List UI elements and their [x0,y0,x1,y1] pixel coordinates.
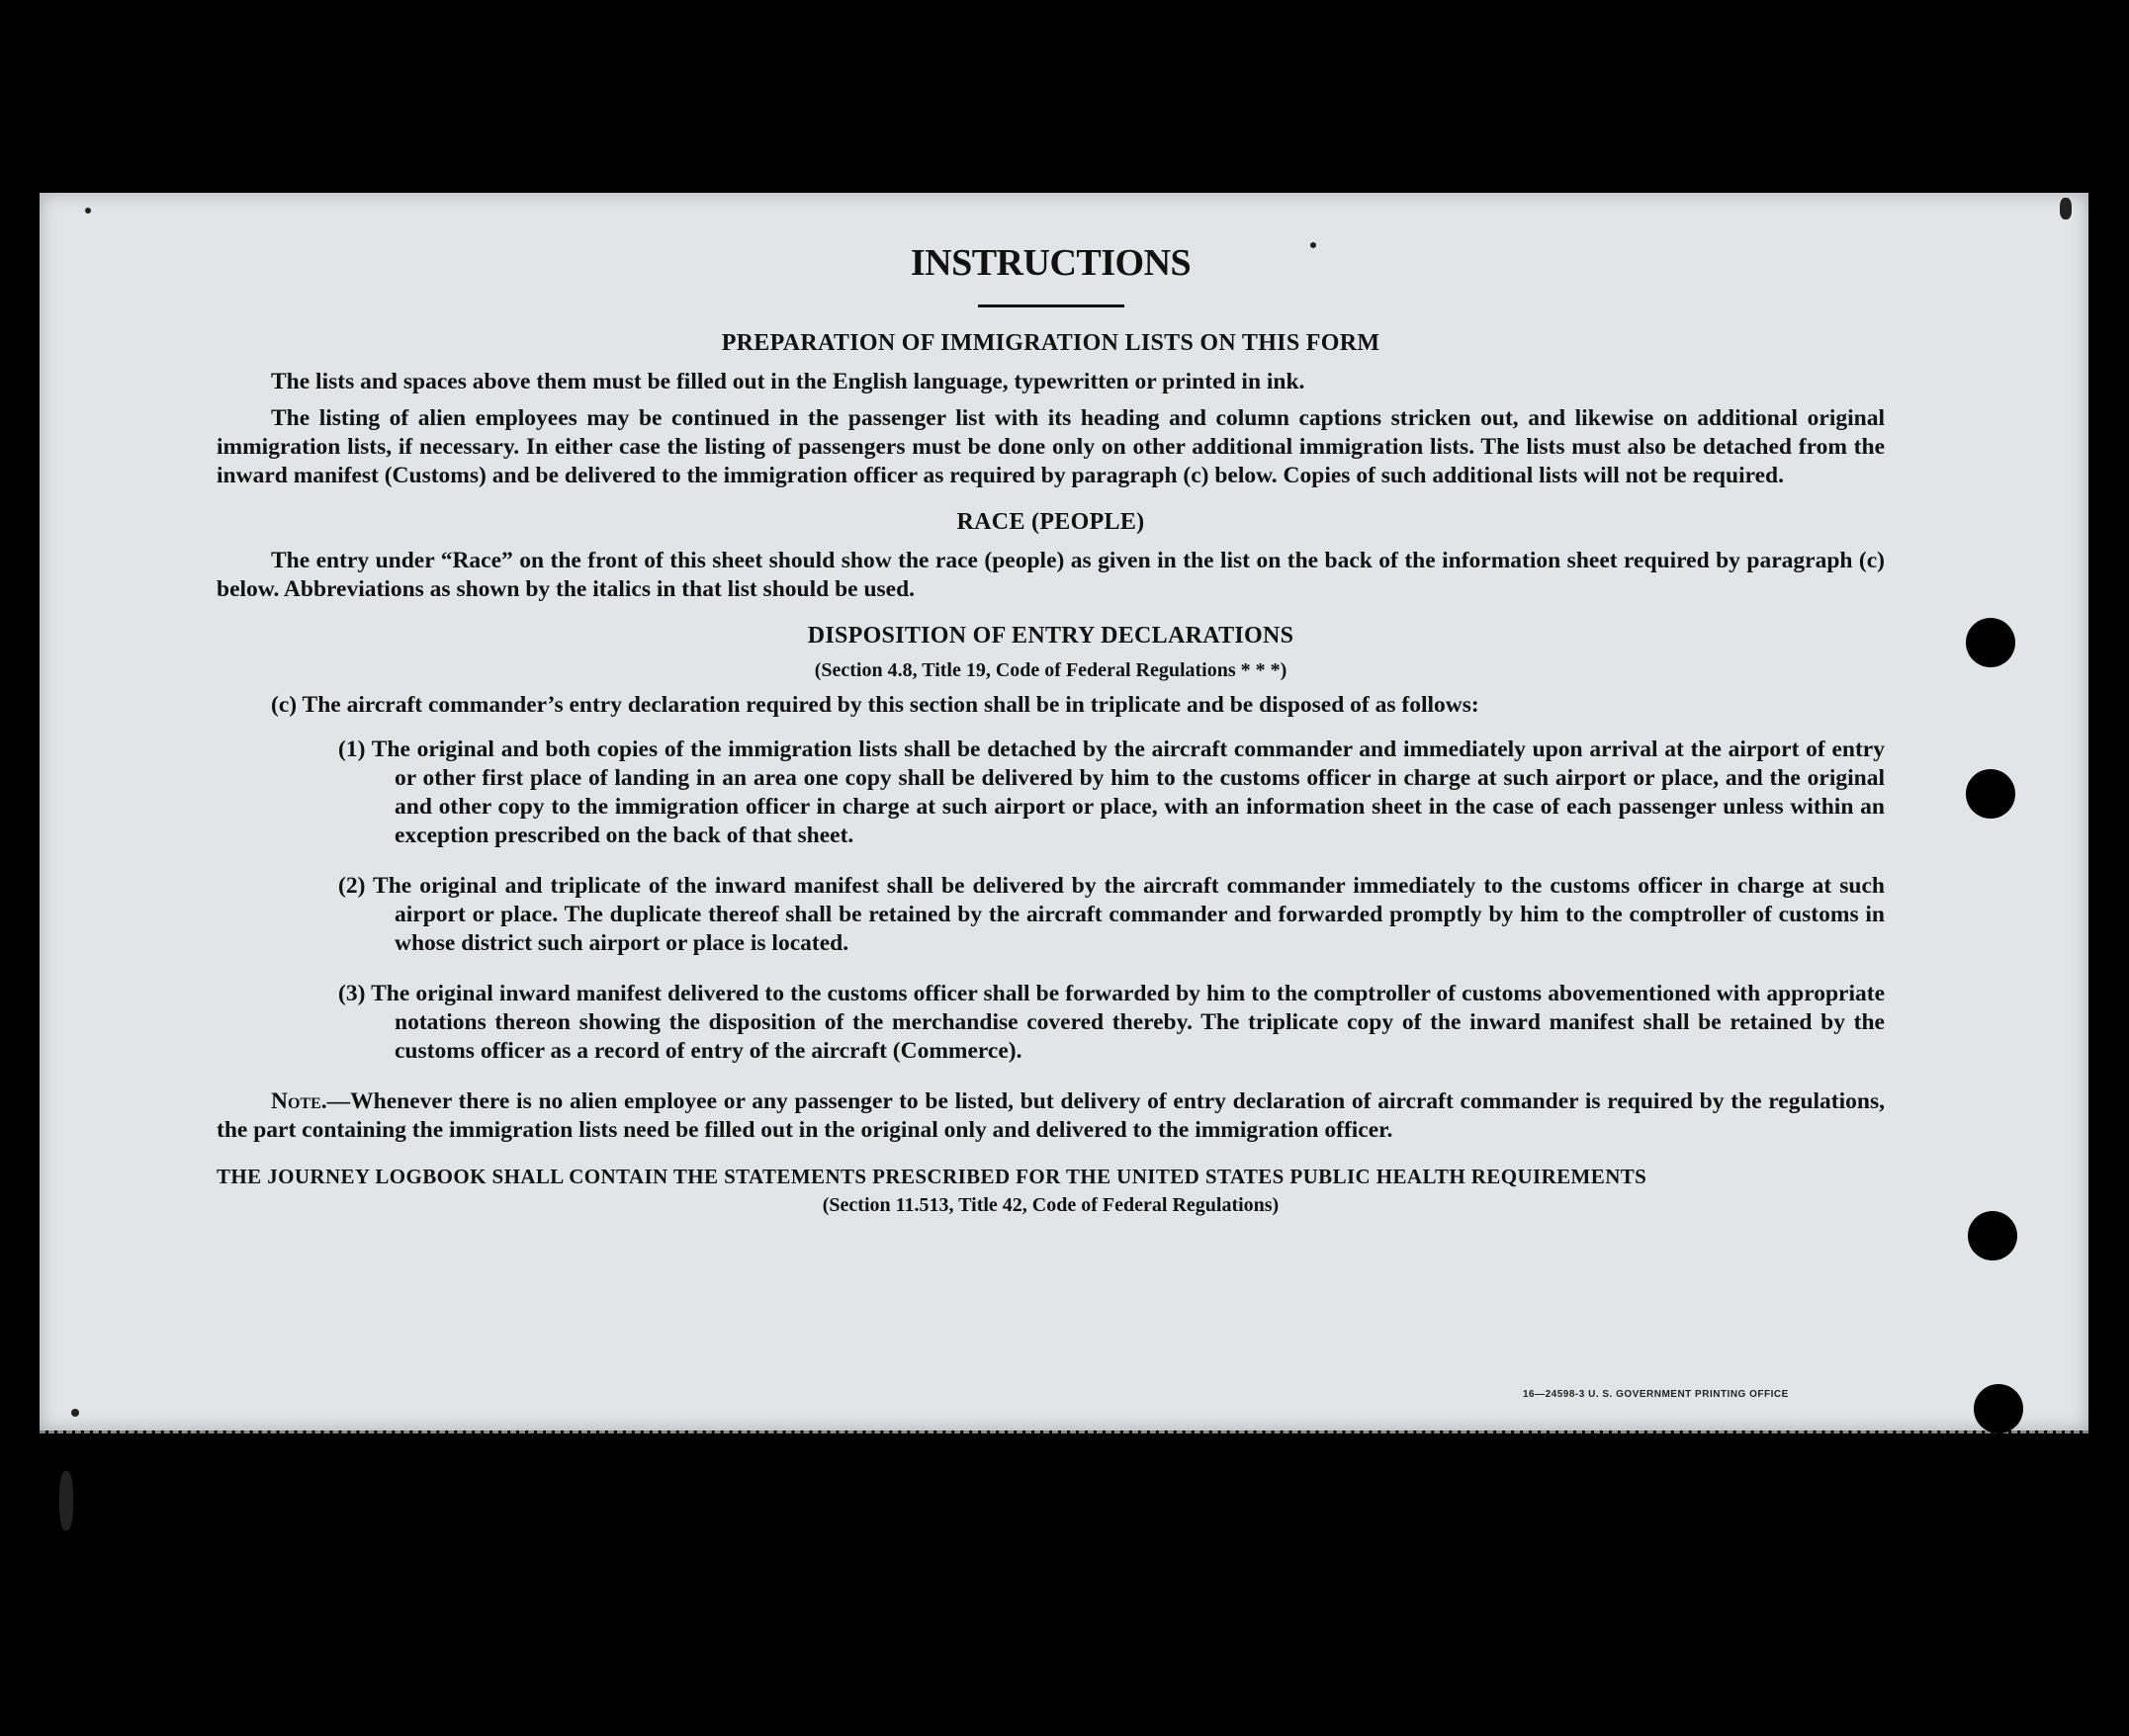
note-text: —Whenever there is no alien employee or any passenger to be listed, but delivery of entry declaration of aircraft commander is required by the regulations, the part containing the immigration lists need be filled out in the original only and delivered to the immigration officer. [217,1088,1885,1143]
preparation-heading: PREPARATION OF IMMIGRATION LISTS ON THIS FORM [721,330,1380,356]
punch-hole [1968,1211,2017,1260]
health-requirements-line: THE JOURNEY LOGBOOK SHALL CONTAIN THE STATEMENTS PRESCRIBED FOR THE UNITED STATES PUBLIC HEALTH REQUIREMENTS [217,1165,1647,1188]
scan-speck [85,208,91,214]
note-label: Note. [271,1088,327,1114]
disposition-item: (2) The original and triplicate of the inward manifest shall be delivered by the aircraft commander immediately to the customs officer in charge at such airport or place. The duplicate thereof shall be retained by the aircraft commander and forwarded promptly by him to the comptroller of customs in whose district such airport or place is located. [338,873,1885,956]
perforation-line [40,1431,2088,1433]
note-paragraph [217,1087,1885,1145]
page-title: INSTRUCTIONS [910,242,1192,284]
disposition-subheading: (Section 4.8, Title 19, Code of Federal Regulations * * *) [814,659,1287,681]
preparation-paragraph-1: The lists and spaces above them must be filled out in the English language, typewritten or printed in ink. [271,369,1305,394]
disposition-item: (3) The original inward manifest delivered to the customs officer shall be forwarded by him to the comptroller of customs abovementioned with appropriate notations thereon showing the disposition of the merchandise covered thereby. The triplicate copy of the inward manifest shall be retained by the customs officer as a record of entry of the aircraft (Commerce). [338,981,1885,1064]
disposition-heading: DISPOSITION OF ENTRY DECLARATIONS [807,623,1294,649]
preparation-paragraph-2: The listing of alien employees may be continued in the passenger list with its heading and column captions stricken out, and likewise on additional original immigration lists, if necessary. In either case the listing of passengers must be done only on other additional immigration lists. The lists must also be detached from the inward manifest (Customs) and be delivered to the immigration officer as required by paragraph (c) below. Copies of such additional lists will not be required. [217,405,1885,488]
punch-hole [1966,618,2015,667]
scan-speck [2060,198,2072,219]
printer-mark: 16—24598-3 U. S. GOVERNMENT PRINTING OFFICE [1523,1389,1789,1400]
instructions-text [217,237,1885,1220]
race-heading: RACE (PEOPLE) [956,509,1145,535]
title-rule [978,304,1124,307]
disposition-clause-c: (c) The aircraft commander’s entry declaration required by this section shall be in triplicate and be disposed of as follows: [271,692,1479,718]
punch-hole [1974,1384,2023,1433]
health-requirements-citation: (Section 11.513, Title 42, Code of Federal Regulations) [822,1194,1280,1216]
punch-hole [1966,769,2015,819]
race-paragraph: The entry under “Race” on the front of this sheet should show the race (people) as given in the list on the back of the information sheet required by paragraph (c) below. Abbreviations as shown by the italics in that list should be used. [217,548,1885,602]
scan-speck [71,1409,79,1417]
disposition-item: (1) The original and both copies of the immigration lists shall be detached by the aircraft commander and immediately upon arrival at the airport of entry or other first place of landing in an area one copy shall be delivered by him to the customs officer in charge at such airport or place, and the original and other copy to the immigration officer in charge at such airport or place, with an information sheet in the case of each passenger unless within an exception prescribed on the back of that sheet. [338,737,1885,848]
scan-speck [59,1471,73,1530]
